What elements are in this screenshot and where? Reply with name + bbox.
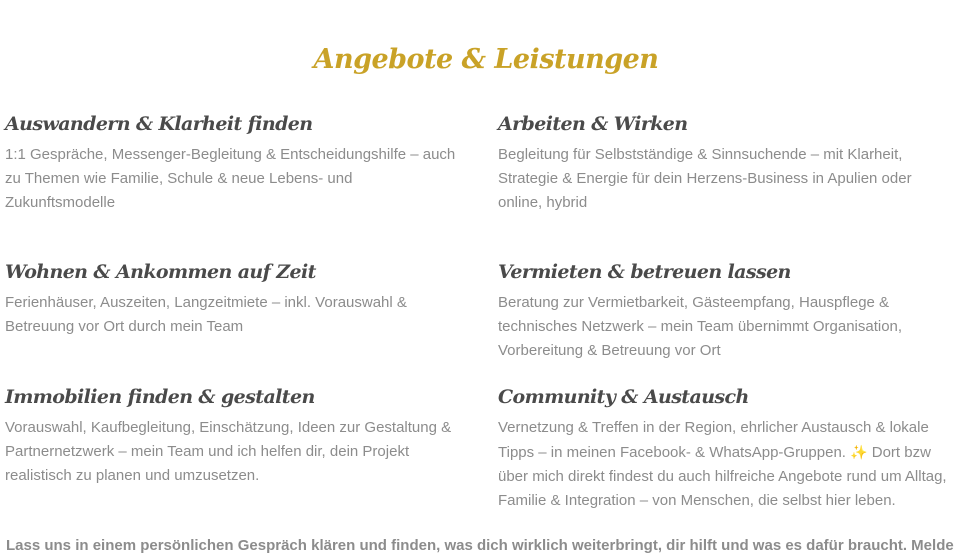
offer-text: Begleitung für Selbstständige & Sinnsuchende – mit Klarheit, Strategie & Energie für dein Herzens-Business in Apulien oder online, hybrid [498,146,912,211]
offer-card-vermieten [498,259,958,363]
offer-card-auswandern [5,111,465,215]
sparkle-icon: ✨ [850,444,868,460]
offer-text-part: Vernetzung & Treffen in der Region, ehrlicher Austausch & lokale Tipps – in meinen Facebook- & WhatsApp-Gruppen. [498,419,929,461]
offer-text: Beratung zur Vermietbarkeit, Gästeempfang, Hauspflege & technisches Netzwerk – mein Team übernimmt Organisation, Vorbereitung & Betreuung vor Ort [498,294,903,359]
offer-title: Wohnen & Ankommen auf Zeit [5,261,316,283]
section-title: Angebote & Leistungen [313,44,659,76]
cta-text: Lass uns in einem persönlichen Gespräch klären und finden, was dich wirklich weiterbringt, dir hilft und was es dafür braucht. Melde [6,537,954,554]
offer-card-wohnen [5,259,465,339]
offer-title: Community & Austausch [498,386,749,408]
offer-card-immobilien [5,384,465,488]
offer-title: Immobilien finden & gestalten [5,386,315,408]
offer-title: Arbeiten & Wirken [498,113,688,135]
offer-title: Vermieten & betreuen lassen [498,261,791,283]
offer-text: 1:1 Gespräche, Messenger-Begleitung & Entscheidungshilfe – auch zu Themen wie Familie, Schule & neue Lebens- und Zukunftsmodelle [5,146,456,211]
offer-card-arbeiten [498,111,958,215]
offer-title: Auswandern & Klarheit finden [5,113,313,135]
offer-text: Vorauswahl, Kaufbegleitung, Einschätzung, Ideen zur Gestaltung & Partnernetzwerk – mein Team und ich helfen dir, dein Projekt realistisch zu planen und umzusetzen. [5,419,452,484]
offer-text [498,416,960,513]
offer-text: Ferienhäuser, Auszeiten, Langzeitmiete – inkl. Vorauswahl & Betreuung vor Ort durch mein Team [5,294,407,335]
offer-text-part: Dort bzw über mich direkt findest du auch hilfreiche Angebote rund um Alltag, Familie & Integration – von Menschen, die selbst hier leben. [498,444,947,509]
offer-card-community [498,384,960,513]
